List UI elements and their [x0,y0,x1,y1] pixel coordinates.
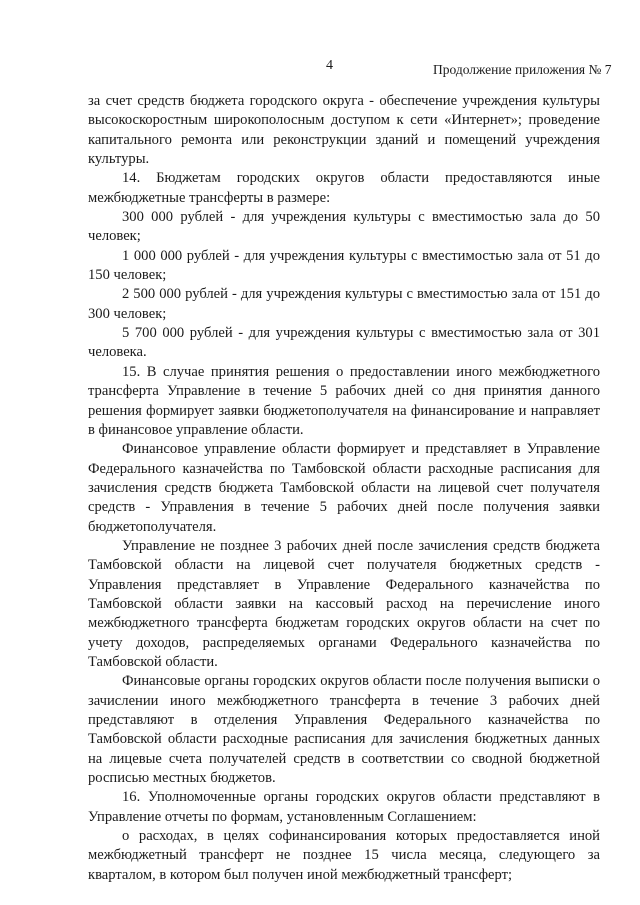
paragraph-6: 5 700 000 рублей - для учреждения культуры с вместимостью зала от 301 человека. [88,325,600,361]
paragraph-3: 300 000 рублей - для учреждения культуры с вместимостью зала до 50 человек; [88,209,600,245]
paragraph-4: 1 000 000 рублей - для учреждения культуры с вместимостью зала от 51 до 150 человек; [88,247,600,284]
document-body [88,92,600,885]
appendix-note: Продолжение приложения № 7 [433,62,612,77]
paragraph-12: о расходах, в целях софинансирования которых предоставляется иной межбюджетный трансферт не позднее 15 числа месяца, следующего за кварталом, в котором был получен иной межбюджетный трансферт; [88,828,600,883]
paragraph-11: 16. Уполномоченные органы городских округов области представляют в Управление отчеты по формам, установленным Соглашением: [88,789,600,825]
paragraph-1: за счет средств бюджета городского округа - обеспечение учреждения культуры высокоскоростным широкополосным доступом к сети «Интернет»; проведение капитального ремонта или реконструкции зданий и помещений учреждения культуры. [88,93,600,168]
page-number: 4 [326,58,333,73]
paragraph-2: 14. Бюджетам городских округов области предоставляются иные межбюджетные трансферты в размере: [88,170,600,206]
paragraph-5: 2 500 000 рублей - для учреждения культуры с вместимостью зала от 151 до 300 человек; [88,286,600,322]
paragraph-7: 15. В случае принятия решения о предоставлении иного межбюджетного трансферта Управление в течение 5 рабочих дней со дня принятия данного решения формирует заявки бюджетополучателя на финансирование и направляет в финансовое управление области. [88,363,600,438]
paragraph-9: Управление не позднее 3 рабочих дней после зачисления средств бюджета Тамбовской области на лицевой счет получателя бюджетных средств - Управления представляет в Управление Федерального казначейства по Тамбовской области заявки на кассовый расход на перечисление иного межбюджетного трансферта бюджетам городских округов области на счет по учету доходов, распределяемых органами Федерального казначейства по Тамбовской области. [88,537,600,670]
paragraph-8: Финансовое управление области формирует и представляет в Управление Федерального казначейства по Тамбовской области расходные расписания для зачисления средств бюджета Тамбовской области на лицевой счет получателя средств - Управления в течение 5 рабочих дней после получения заявки бюджетополучателя. [88,441,600,535]
paragraph-10: Финансовые органы городских округов области после получения выписки о зачислении иного межбюджетного трансферта в течение 3 рабочих дней представляют в отделения Управления Федерального казначейства по Тамбовской области расходные расписания для зачисления бюджетных данных на лицевые счета получателей средств в соответствии со сводной бюджетной росписью местных бюджетов. [88,673,600,787]
